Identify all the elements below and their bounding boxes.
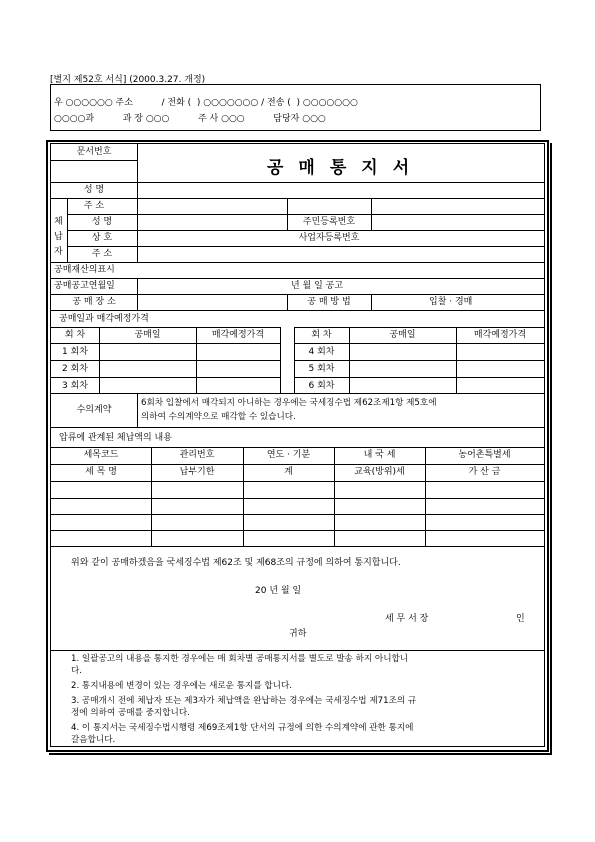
rule <box>243 447 244 546</box>
rule <box>371 198 372 230</box>
rule <box>51 327 280 328</box>
taxpayer-name-label: 성 명 <box>91 217 113 227</box>
taxpayer-label-2: 납 <box>54 232 63 242</box>
arrears-header-rural-tax: 농어촌특별세 <box>458 450 511 460</box>
private-contract-text-1: 6회차 입찰에서 매각되지 아니하는 경우에는 국세징수법 제62조제1항 제5호에 <box>141 398 437 408</box>
sender-address-line: 우 ○○○○○○ 주소 / 전화 ( ) ○○○○○○○ / 전송 ( ) ○○○○○○○ <box>54 98 358 108</box>
rule <box>51 294 544 295</box>
notice-date-value: 년 월 일 공고 <box>291 281 344 291</box>
round-1-label: 1 회차 <box>62 347 88 357</box>
schedule-header-price: 매각예정가격 <box>473 330 527 340</box>
round-4-label: 4 회차 <box>308 347 335 357</box>
rule <box>280 327 281 393</box>
property-label: 공매재산의표시 <box>54 265 115 275</box>
note-4: 4. 이 통지서는 국세징수법시행령 제69조제1항 단서의 규정에 의한 수의계약에 관한 통지에 <box>71 723 414 733</box>
rule <box>51 377 280 378</box>
rule <box>294 327 544 328</box>
taxpayer-label-1: 체 <box>54 217 63 227</box>
rule <box>51 498 544 499</box>
arrears-header-mgmt-no: 관리번호 <box>179 450 215 460</box>
arrears-header-tax-code: 세목코드 <box>83 450 119 460</box>
rule <box>51 427 544 428</box>
auction-method-label: 공 매 방 법 <box>307 297 351 307</box>
rule <box>51 481 544 482</box>
form-title: 공매통지서 <box>267 158 425 178</box>
tax-office-chief: 세 무 서 장 <box>385 614 429 624</box>
rule <box>51 310 544 311</box>
seal-mark: 인 <box>516 614 525 624</box>
notice-form <box>50 143 545 747</box>
arrears-header-education-tax: 교육(방위)세 <box>354 467 405 477</box>
notice-date-label: 공매공고연월일 <box>54 281 115 291</box>
rule <box>51 343 280 344</box>
arrears-header-penalty: 가 산 금 <box>468 467 501 477</box>
sender-staff-line: ○○○○과 과 장 ○○○ 주 사 ○○○ 담당자 ○○○ <box>54 114 326 124</box>
arrears-title: 압류에 관계된 체납액의 내용 <box>59 433 172 443</box>
rule <box>334 447 335 546</box>
name-label: 성 명 <box>83 185 105 195</box>
auction-place-label: 공 매 장 소 <box>72 297 116 307</box>
round-5-label: 5 회차 <box>308 364 335 374</box>
round-6-label: 6 회차 <box>308 381 335 391</box>
note-3-cont: 정에 의하여 공매를 중지합니다. <box>71 708 190 718</box>
schedule-title: 공매일과 매각예정가격 <box>59 314 149 324</box>
rule <box>67 230 544 231</box>
taxpayer-trade-label: 상 호 <box>91 233 113 243</box>
sender-info-box <box>50 84 541 131</box>
resident-number-label: 주민등록번호 <box>302 217 356 227</box>
rule <box>51 360 280 361</box>
arrears-header-due-date: 납부기한 <box>179 467 215 477</box>
rule <box>67 246 544 247</box>
note-4-cont: 갈음합니다. <box>71 735 116 745</box>
schedule-header-round: 회 차 <box>64 330 86 340</box>
rule <box>51 182 544 183</box>
schedule-header-price: 매각예정가격 <box>211 330 265 340</box>
rule <box>51 447 544 448</box>
address-label: 주 소 <box>83 201 105 211</box>
rule <box>294 377 544 378</box>
rule <box>294 343 544 344</box>
rule <box>51 278 544 279</box>
schedule-header-date: 공매일 <box>134 330 161 340</box>
rule <box>51 393 544 394</box>
arrears-header-year: 연도 · 기분 <box>266 450 311 460</box>
recipient-label: 귀하 <box>289 629 307 639</box>
rule <box>51 160 137 161</box>
note-1-cont: 다. <box>71 666 83 676</box>
taxpayer-address-label: 주 소 <box>91 249 113 259</box>
rule <box>294 360 544 361</box>
rule <box>51 198 544 199</box>
rule <box>67 214 544 215</box>
arrears-header-total: 계 <box>284 467 293 477</box>
rule <box>137 144 138 262</box>
rule <box>137 278 138 310</box>
doc-number-label: 문서번호 <box>76 147 112 157</box>
rule <box>151 447 152 546</box>
rule <box>51 464 544 465</box>
round-2-label: 2 회차 <box>62 364 88 374</box>
rule <box>51 650 544 651</box>
rule <box>51 530 544 531</box>
taxpayer-label-3: 자 <box>54 247 63 257</box>
note-2: 2. 통지내용에 변경이 있는 경우에는 새로운 통지를 합니다. <box>71 681 292 691</box>
private-contract-text-2: 의하여 수의계약으로 매각할 수 있습니다. <box>141 412 296 422</box>
rule <box>371 294 372 310</box>
auction-method-value: 입찰 · 경매 <box>429 297 473 307</box>
note-1: 1. 일괄공고의 내용을 통지한 경우에는 매 회차별 공매통지서를 별도로 발송 하지 아니합니 <box>71 654 409 664</box>
round-3-label: 3 회차 <box>62 381 88 391</box>
rule <box>137 393 138 427</box>
date-line: 20 년 월 일 <box>255 586 302 596</box>
form-number-label: [별지 제52호 서식] (2000.3.27. 개정) <box>50 75 206 85</box>
rule <box>51 546 544 547</box>
arrears-header-tax-name: 세 목 명 <box>85 467 117 477</box>
rule <box>51 514 544 515</box>
arrears-header-domestic-tax: 내 국 세 <box>363 450 396 460</box>
rule <box>425 447 426 546</box>
private-contract-label: 수의계약 <box>76 405 112 415</box>
rule <box>51 262 544 263</box>
schedule-header-date: 공매일 <box>389 330 416 340</box>
notice-statement: 위와 같이 공매하겠음을 국세징수법 제62조 및 제68조의 규정에 의하여 통지합니다. <box>71 558 401 568</box>
schedule-header-round: 회 차 <box>311 330 332 340</box>
business-number-label: 사업자등록번호 <box>298 233 360 243</box>
note-3: 3. 공매개시 전에 체납자 또는 제3자가 체납액을 완납하는 경우에는 국세징수법 제71조의 규 <box>71 696 417 706</box>
